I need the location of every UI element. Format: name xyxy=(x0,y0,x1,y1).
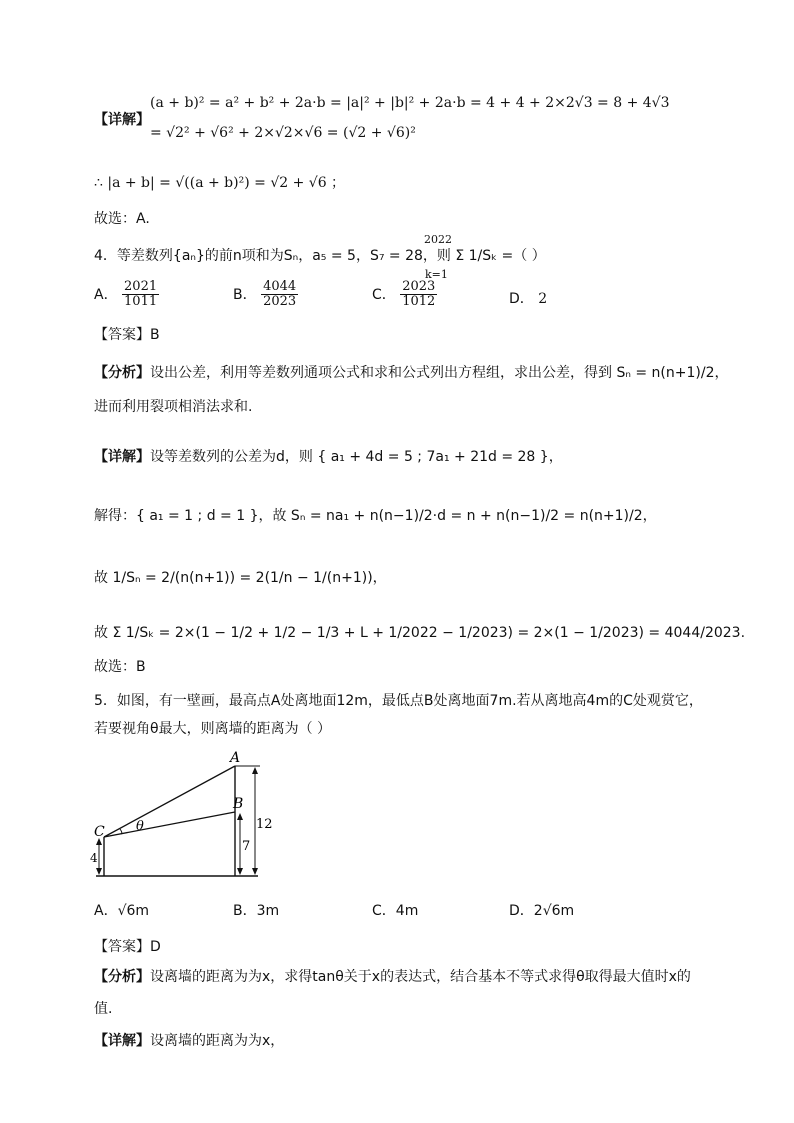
question-4-text: 4．等差数列{aₙ}的前n项和为Sₙ，a₅ = 5，S₇ = 28，则 Σ 1/Sₖ =（ ） xyxy=(94,248,546,264)
detail-tag: 【详解】 xyxy=(94,1033,150,1049)
sight-line-b xyxy=(104,812,235,837)
option-b xyxy=(233,280,298,310)
choice-q3: 故选：A. xyxy=(94,211,150,227)
height-7-label: 7 xyxy=(242,839,251,854)
detail-q4-line3: 故 1/Sₙ = 2/(n(n+1)) = 2(1/n − 1/(n+1))， xyxy=(94,570,387,586)
height-12-label: 12 xyxy=(256,817,273,832)
wall-painting-figure xyxy=(90,750,273,882)
height-4-label: 4 xyxy=(90,851,98,865)
point-a-label: A xyxy=(230,750,241,766)
question-5-stem-line2: 若要视角θ最大，则离墙的距离为（ ） xyxy=(94,721,332,737)
analysis-q4 xyxy=(94,362,728,382)
fraction xyxy=(400,280,437,310)
sum-lower-limit: k=1 xyxy=(425,268,448,281)
option-value: √6m xyxy=(117,903,150,919)
option-label: D． xyxy=(509,291,534,307)
question-5-stem-line1: 5．如图，有一壁画，最高点A处离地面12m，最低点B处离地面7m.若从离地高4m的C处观赏它， xyxy=(94,693,703,709)
option-label: B． xyxy=(233,286,257,303)
option-label: C． xyxy=(372,903,396,919)
arrow xyxy=(237,813,243,820)
detail-tag: 【详解】 xyxy=(94,112,150,128)
sum-upper-limit: 2022 xyxy=(424,233,452,246)
option-value: 4m xyxy=(395,903,419,919)
option-label: C． xyxy=(372,286,396,303)
option-a xyxy=(94,280,159,310)
analysis-text: 设出公差，利用等差数列通项公式和求和公式列出方程组，求出公差，得到 Sₙ = n(n+1)/2， xyxy=(150,365,729,381)
detail-q4-line1 xyxy=(94,446,563,466)
choice-q4: 故选：B xyxy=(94,659,146,675)
option-label: A． xyxy=(94,903,118,919)
arrow xyxy=(237,868,243,875)
option-label: B． xyxy=(233,903,257,919)
option-a xyxy=(94,900,149,920)
question-4-stem xyxy=(94,245,546,265)
detail-q4-line4: 故 Σ 1/Sₖ = 2×(1 − 1/2 + 1/2 − 1/3 + L + 1/2022 − 1/2023) = 2×(1 − 1/2023) = 4044/2023. xyxy=(94,625,746,641)
analysis-q4-line2: 进而利用裂项相消法求和. xyxy=(94,399,253,415)
numerator: 4044 xyxy=(263,279,297,294)
point-b-label: B xyxy=(233,796,244,812)
numerator: 2021 xyxy=(124,279,158,294)
detail-q5 xyxy=(94,1030,284,1050)
option-c xyxy=(372,280,437,310)
option-c xyxy=(372,900,418,920)
numerator: 2023 xyxy=(402,279,436,294)
detail-q4-line2: 解得：{ a₁ = 1 ; d = 1 }，故 Sₙ = na₁ + n(n−1)/2·d = n + n(n−1)/2 = n(n+1)/2， xyxy=(94,508,657,524)
arrow xyxy=(252,767,258,774)
sight-line-a xyxy=(104,766,235,837)
option-b xyxy=(233,900,279,920)
option-value: 3m xyxy=(256,903,280,919)
analysis-text: 设离墙的距离为为x，求得tanθ关于x的表达式，结合基本不等式求得θ取得最大值时x的 xyxy=(150,969,691,985)
denominator: 2023 xyxy=(263,294,297,310)
arrow xyxy=(252,868,258,875)
option-d xyxy=(509,288,547,308)
option-label: A． xyxy=(94,286,118,303)
analysis-tag: 【分析】 xyxy=(94,969,150,985)
answer-q4: 【答案】B xyxy=(94,327,160,343)
analysis-q5 xyxy=(94,966,691,986)
option-label: D． xyxy=(509,903,534,919)
analysis-tag: 【分析】 xyxy=(94,365,150,381)
detail-text: 设等差数列的公差为d，则 { a₁ + 4d = 5 ; 7a₁ + 21d = 28 }， xyxy=(150,449,563,465)
denominator: 1011 xyxy=(124,294,158,310)
option-value: 2√6m xyxy=(533,903,575,919)
detail-eq-line-3: ∴ |a + b| = √((a + b)²) = √2 + √6 ； xyxy=(94,175,346,191)
detail-tag: 【详解】 xyxy=(94,449,150,465)
detail-eq-line-1: (a + b)² = a² + b² + 2a·b = |a|² + |b|² + 2a·b = 4 + 4 + 2×2√3 = 8 + 4√3 xyxy=(150,95,670,111)
analysis-q5-line2: 值. xyxy=(94,1001,113,1017)
fraction xyxy=(122,280,159,310)
point-c-label: C xyxy=(94,824,105,840)
arrow xyxy=(96,868,102,875)
denominator: 1012 xyxy=(402,294,436,310)
detail-eq-line-2: = √2² + √6² + 2×√2×√6 = (√2 + √6)² xyxy=(150,125,416,141)
detail-text: 设离墙的距离为为x， xyxy=(150,1033,285,1049)
fraction xyxy=(261,280,298,310)
answer-q5: 【答案】D xyxy=(94,939,161,955)
option-d xyxy=(509,900,574,920)
option-value: 2 xyxy=(538,291,548,307)
theta-label: θ xyxy=(136,819,144,834)
